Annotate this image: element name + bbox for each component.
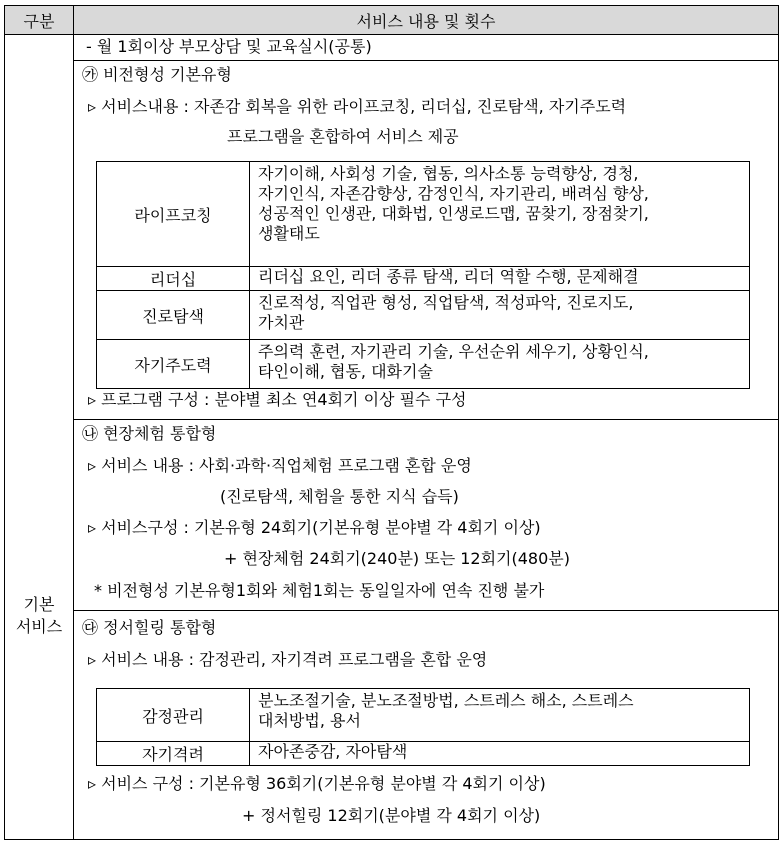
vision-key-lifecoaching: 라이프코칭 <box>97 162 250 267</box>
vision-value-line: 자기인식, 자존감향상, 감정인식, 자기관리, 배려심 향상, <box>258 184 649 203</box>
intro-row <box>5 35 779 61</box>
section-field-note: * 비전형성 기본유형1회와 체험1회는 동일일자에 연속 진행 불가 <box>94 581 545 600</box>
vision-value-line: 진로적성, 직업관 형성, 직업탐색, 적성파악, 진로지도, <box>258 293 634 312</box>
category-line-2: 서비스 <box>15 617 63 636</box>
section-vision-title: ㉮ 비전형성 기본유형 <box>82 65 232 84</box>
section-field-title: ㉯ 현장체험 통합형 <box>82 424 217 443</box>
emotion-key-encouragement: 자기격려 <box>97 742 250 766</box>
vision-row-selfdirected <box>97 340 750 389</box>
section-field-composition-cont: + 현장체험 24회기(240분) 또는 12회기(480분) <box>224 549 570 568</box>
section-emotion-title: ㉰ 정서힐링 통합형 <box>82 618 217 637</box>
intro-cell <box>74 35 779 61</box>
category-cell <box>5 35 74 840</box>
section-field-content-cont: (진로탐색, 체험을 통한 지식 습득) <box>220 487 459 506</box>
emotion-value-line: 자아존중감, 자아탐색 <box>258 742 408 761</box>
vision-key-leadership: 리더십 <box>97 267 250 291</box>
section-vision-row <box>5 61 779 420</box>
section-vision-content-cont: 프로그램을 혼합하여 서비스 제공 <box>227 127 459 146</box>
emotion-program-table <box>96 688 750 766</box>
header-content: 서비스 내용 및 횟수 <box>74 6 779 35</box>
vision-program-table <box>96 161 750 389</box>
vision-value-career <box>250 291 750 340</box>
vision-value-line: 타인이해, 협동, 대화기술 <box>258 362 433 381</box>
section-field-row <box>5 420 779 611</box>
category-line-1: 기본 <box>23 595 55 614</box>
section-emotion-composition: ▹ 서비스 구성 : 기본유형 36회기(기본유형 분야별 각 4회기 이상) <box>88 774 546 793</box>
vision-value-selfdirected <box>250 340 750 389</box>
service-table <box>4 5 779 840</box>
vision-value-line: 성공적인 인생관, 대화법, 인생로드맵, 꿈찾기, 장점찾기, <box>258 204 649 223</box>
vision-value-line: 주의력 훈련, 자기관리 기술, 우선순위 세우기, 상황인식, <box>258 342 649 361</box>
section-emotion-row <box>5 611 779 840</box>
section-emotion <box>74 611 779 840</box>
emotion-row-management <box>97 689 750 742</box>
header-row <box>5 6 779 35</box>
section-field <box>74 420 779 611</box>
header-category: 구분 <box>5 6 74 35</box>
vision-row-career <box>97 291 750 340</box>
vision-key-career: 진로탐색 <box>97 291 250 340</box>
section-emotion-composition-cont: + 정서힐링 12회기(분야별 각 4회기 이상) <box>242 806 541 825</box>
vision-row-lifecoaching <box>97 162 750 267</box>
emotion-value-encouragement <box>250 742 750 766</box>
section-field-composition: ▹ 서비스구성 : 기본유형 24회기(기본유형 분야별 각 4회기 이상) <box>88 518 541 537</box>
emotion-row-encouragement <box>97 742 750 766</box>
emotion-value-management <box>250 689 750 742</box>
intro-text: - 월 1회이상 부모상담 및 교육실시(공통) <box>86 37 372 56</box>
emotion-value-line: 대처방법, 용서 <box>258 711 361 730</box>
vision-value-leadership <box>250 267 750 291</box>
vision-value-line: 리더십 요인, 리더 종류 탐색, 리더 역할 수행, 문제해결 <box>258 267 639 286</box>
section-vision-composition: ▹ 프로그램 구성 : 분야별 최소 연4회기 이상 필수 구성 <box>88 390 467 409</box>
emotion-key-management: 감정관리 <box>97 689 250 742</box>
section-field-content: ▹ 서비스 내용 : 사회·과학·직업체험 프로그램 혼합 운영 <box>88 456 472 475</box>
vision-row-leadership <box>97 267 750 291</box>
section-vision <box>74 61 779 420</box>
emotion-value-line: 분노조절기술, 분노조절방법, 스트레스 해소, 스트레스 <box>258 691 634 710</box>
vision-key-selfdirected: 자기주도력 <box>97 340 250 389</box>
vision-value-line: 생활태도 <box>258 224 320 243</box>
vision-value-line: 자기이해, 사회성 기술, 협동, 의사소통 능력향상, 경청, <box>258 164 639 183</box>
section-vision-content: ▹ 서비스내용 : 자존감 회복을 위한 라이프코칭, 리더십, 진로탐색, 자기주도력 <box>88 97 627 116</box>
vision-value-lifecoaching <box>250 162 750 267</box>
section-emotion-content: ▹ 서비스 내용 : 감정관리, 자기격려 프로그램을 혼합 운영 <box>88 650 488 669</box>
vision-value-line: 가치관 <box>258 313 305 332</box>
